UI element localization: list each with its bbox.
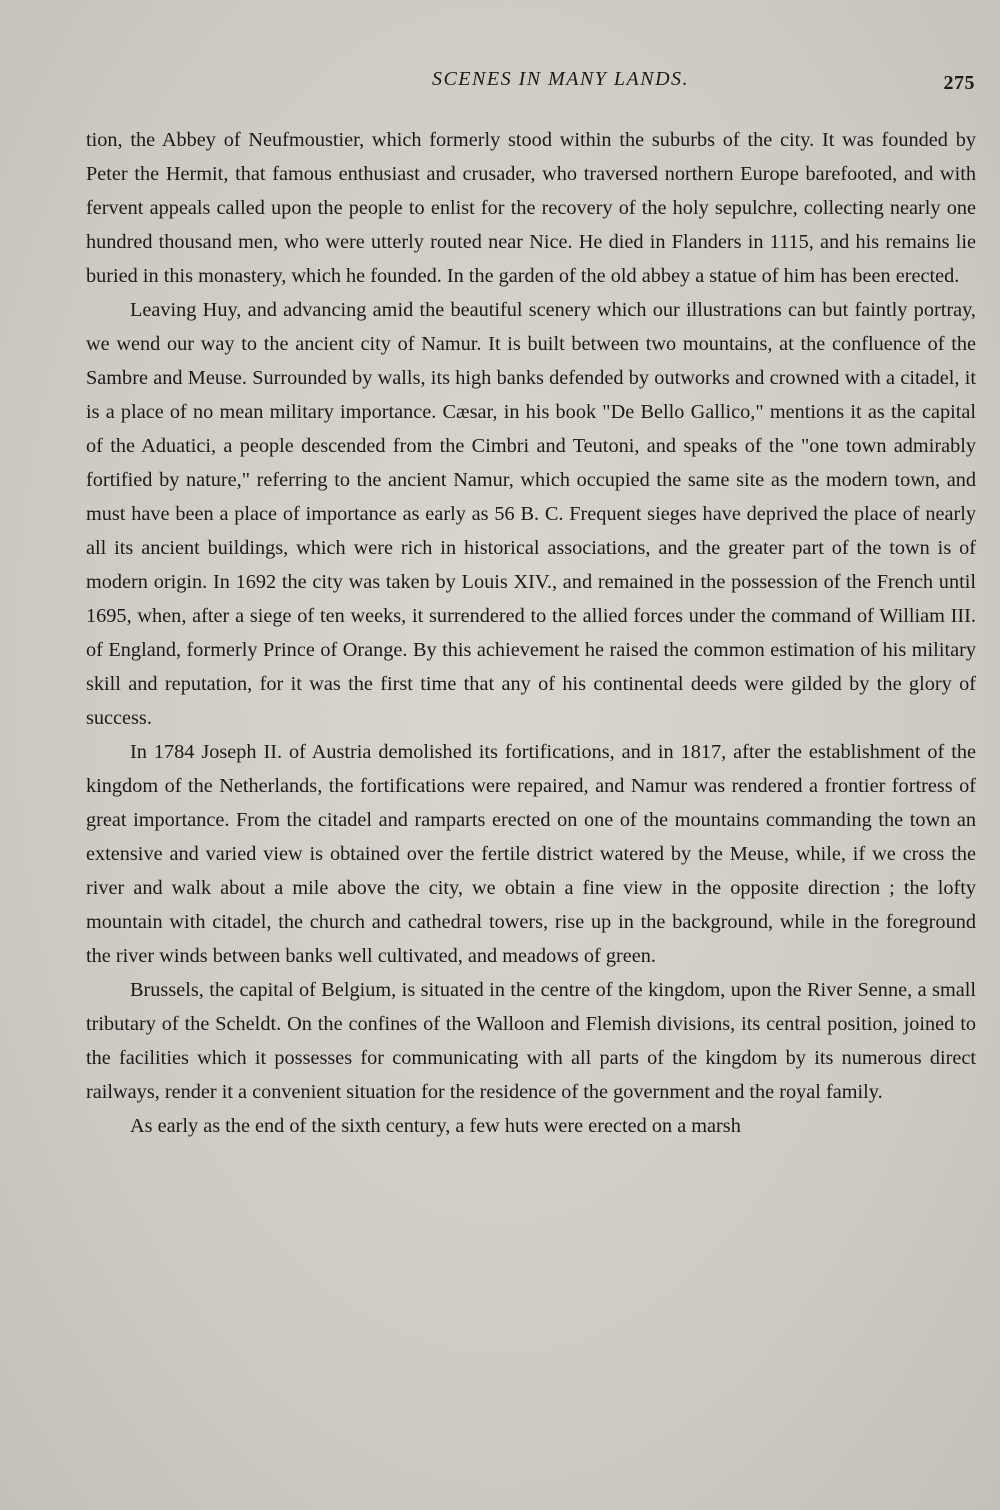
paragraph: As early as the end of the sixth century, a few huts were erected on a marsh: [130, 1115, 741, 1137]
body-text: [86, 123, 976, 1143]
paragraph: tion, the Abbey of Neufmoustier, which formerly stood within the suburbs of the city. It was founded by Peter the Hermit, that famous enthusiast and crusader, who traversed northern Europe barefooted, and with fervent appeals called upon the people to enlist for the recovery of the holy sepulchre, collecting nearly one hundred thousand men, who were utterly routed near Nice. He died in Flanders in 1115, and his remains lie buried in this monastery, which he founded. In the garden of the old abbey a statue of him has been erected.: [86, 129, 976, 287]
paragraph: Brussels, the capital of Belgium, is situated in the centre of the kingdom, upon the River Senne, a small tributary of the Scheldt. On the confines of the Walloon and Flemish divisions, its central position, joined to the facilities which it possesses for communicating with all parts of the kingdom by its numerous direct railways, render it a convenient situation for the residence of the government and the royal family.: [86, 979, 976, 1103]
paragraph: In 1784 Joseph II. of Austria demolished its fortifications, and in 1817, after the establishment of the kingdom of the Netherlands, the fortifications were repaired, and Namur was rendered a frontier fortress of great importance. From the citadel and ramparts erected on one of the mountains commanding the town an extensive and varied view is obtained over the fertile district watered by the Meuse, while, if we cross the river and walk about a mile above the city, we obtain a fine view in the opposite direction ; the lofty mountain with citadel, the church and cathedral towers, rise up in the background, while in the foreground the river winds between banks well cultivated, and meadows of green.: [86, 741, 976, 967]
page-header: [86, 68, 975, 102]
page-number: 275: [943, 72, 975, 94]
paragraph: Leaving Huy, and advancing amid the beautiful scenery which our illustrations can but faintly portray, we wend our way to the ancient city of Namur. It is built between two mountains, at the confluence of the Sambre and Meuse. Surrounded by walls, its high banks defended by outworks and crowned with a citadel, it is a place of no mean military importance. Cæsar, in his book "De Bello Gallico," mentions it as the capital of the Aduatici, a people descended from the Cimbri and Teutoni, and speaks of the "one town admirably fortified by nature," referring to the ancient Namur, which occupied the same site as the modern town, and must have been a place of importance as early as 56 B. C. Frequent sieges have deprived the place of nearly all its ancient buildings, which were rich in historical associations, and the greater part of the town is of modern origin. In 1692 the city was taken by Louis XIV., and remained in the possession of the French until 1695, when, after a siege of ten weeks, it surrendered to the allied forces under the command of William III. of England, formerly Prince of Orange. By this achievement he raised the common estimation of his military skill and reputation, for it was the first time that any of his continental deeds were gilded by the glory of success.: [86, 299, 976, 729]
running-head: SCENES IN MANY LANDS.: [431, 68, 690, 90]
